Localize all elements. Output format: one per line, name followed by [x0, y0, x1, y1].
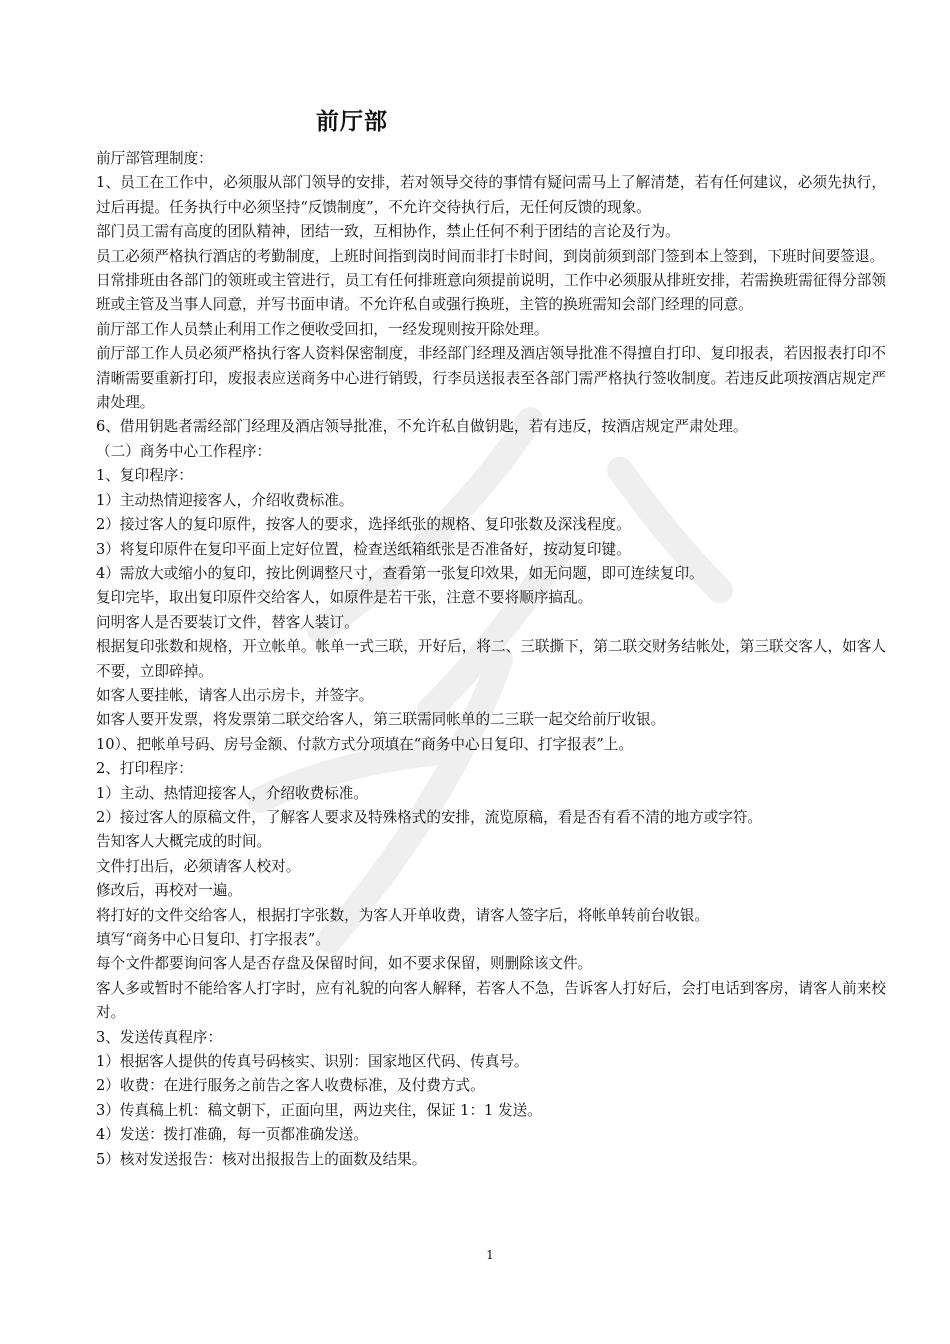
paragraph: 复印完毕，取出复印原件交给客人，如原件是若干张，注意不要将顺序搞乱。	[96, 589, 593, 607]
paragraph: 日常排班由各部门的领班或主管进行，员工有任何排班意向须提前说明，工作中必须服从排班安排，若需换班需征得分部领班或主管及当事人同意，并写书面申请。不允许私自或强行换班，主管的换班需知会部门经理的同意。	[96, 272, 886, 314]
paragraph: 如客人要挂帐，请客人出示房卡，并签字。	[96, 686, 374, 704]
paragraph: 2）接过客人的复印原件，按客人的要求，选择纸张的规格、复印张数及深浅程度。	[96, 516, 631, 534]
paragraph: 10）、把帐单号码、房号金额、付款方式分项填在“商务中心日复印、打字报表”上。	[96, 735, 633, 753]
paragraph: 2）收费：在进行服务之前告之客人收费标准，及付费方式。	[96, 1077, 485, 1095]
paragraph: 3、发送传真程序：	[96, 1028, 223, 1046]
paragraph: 4）需放大或缩小的复印，按比例调整尺寸，查看第一张复印效果，如无问题，即可连续复印。	[96, 564, 704, 582]
paragraph: 前厅部工作人员禁止利用工作之便收受回扣，一经发现则按开除处理。	[96, 320, 549, 338]
paragraph: 部门员工需有高度的团队精神，团结一致，互相协作，禁止任何不利于团结的言论及行为。	[96, 223, 680, 241]
paragraph: 1、员工在工作中，必须服从部门领导的安排，若对领导交待的事情有疑问需马上了解清楚，若有任何建议，必须先执行，过后再提。任务执行中必须坚持“反馈制度”，不允许交待执行后，无任何反馈的现象。	[96, 174, 886, 216]
document-title: 前厅部	[316, 109, 388, 135]
paragraph: 员工必须严格执行酒店的考勤制度，上班时间指到岗时间而非打卡时间，到岗前须到部门签到本上签到，下班时间要签退。	[96, 247, 885, 265]
paragraph: 前厅部工作人员必须严格执行客人资料保密制度，非经部门经理及酒店领导批准不得擅自打印、复印报表，若因报表打印不清晰需要重新打印，废报表应送商务中心进行销毁，行李员送报表至各部门需严格执行签收制度。若违反此项按酒店规定严肃处理。	[96, 345, 886, 412]
document-body	[96, 147, 886, 1172]
paragraph: 2、打印程序：	[96, 760, 193, 778]
paragraph: 1）主动、热情迎接客人，介绍收费标准。	[96, 784, 368, 802]
paragraph: 问明客人是否要装订文件，替客人装订。	[96, 613, 359, 631]
paragraph: 前厅部管理制度：	[96, 150, 213, 167]
paragraph: 1、复印程序：	[96, 467, 193, 485]
paragraph: 1）主动热情迎接客人，介绍收费标准。	[96, 491, 354, 509]
paragraph: 2）接过客人的原稿文件，了解客人要求及特殊格式的安排，流览原稿，看是否有看不清的地方或字符。	[96, 808, 763, 826]
paragraph: 3）将复印原件在复印平面上定好位置，检查送纸箱纸张是否准备好，按动复印键。	[96, 540, 631, 558]
page-number: 1	[486, 1248, 494, 1262]
paragraph: 5）核对发送报告：核对出报报告上的面数及结果。	[96, 1150, 427, 1168]
paragraph: 3）传真稿上机：稿文朝下，正面向里，两边夹住，保证 1：1 发送。	[96, 1101, 542, 1119]
paragraph: 文件打出后，必须请客人校对。	[96, 857, 301, 875]
paragraph: 告知客人大概完成的时间。	[96, 833, 272, 851]
paragraph: 修改后，再校对一遍。	[96, 882, 242, 900]
paragraph: 每个文件都要询问客人是否存盘及保留时间，如不要求保留，则删除该文件。	[96, 955, 593, 973]
paragraph: 4）发送：拨打准确，每一页都准确发送。	[96, 1126, 368, 1144]
paragraph: （二）商务中心工作程序：	[96, 442, 272, 460]
paragraph: 客人多或暂时不能给客人打字时，应有礼貌的向客人解释，若客人不急，告诉客人打好后，会打电话到客房，请客人前来校对。	[96, 979, 886, 1022]
paragraph: 填写“商务中心日复印、打字报表”。	[96, 931, 330, 948]
paragraph: 如客人要开发票，将发票第二联交给客人，第三联需同帐单的二三联一起交给前厅收银。	[96, 711, 666, 729]
paragraph: 将打好的文件交给客人，根据打字张数，为客人开单收费，请客人签字后，将帐单转前台收银。	[96, 906, 709, 924]
paragraph: 1）根据客人提供的传真号码核实、识别：国家地区代码、传真号。	[96, 1053, 529, 1071]
paragraph: 根据复印张数和规格，开立帐单。帐单一式三联，开好后，将二、三联撕下，第二联交财务结帐处，第三联交客人，如客人不要，立即碎掉。	[96, 638, 886, 680]
paragraph: 6、借用钥匙者需经部门经理及酒店领导批准，不允许私自做钥匙，若有违反，按酒店规定严肃处理。	[96, 418, 748, 436]
